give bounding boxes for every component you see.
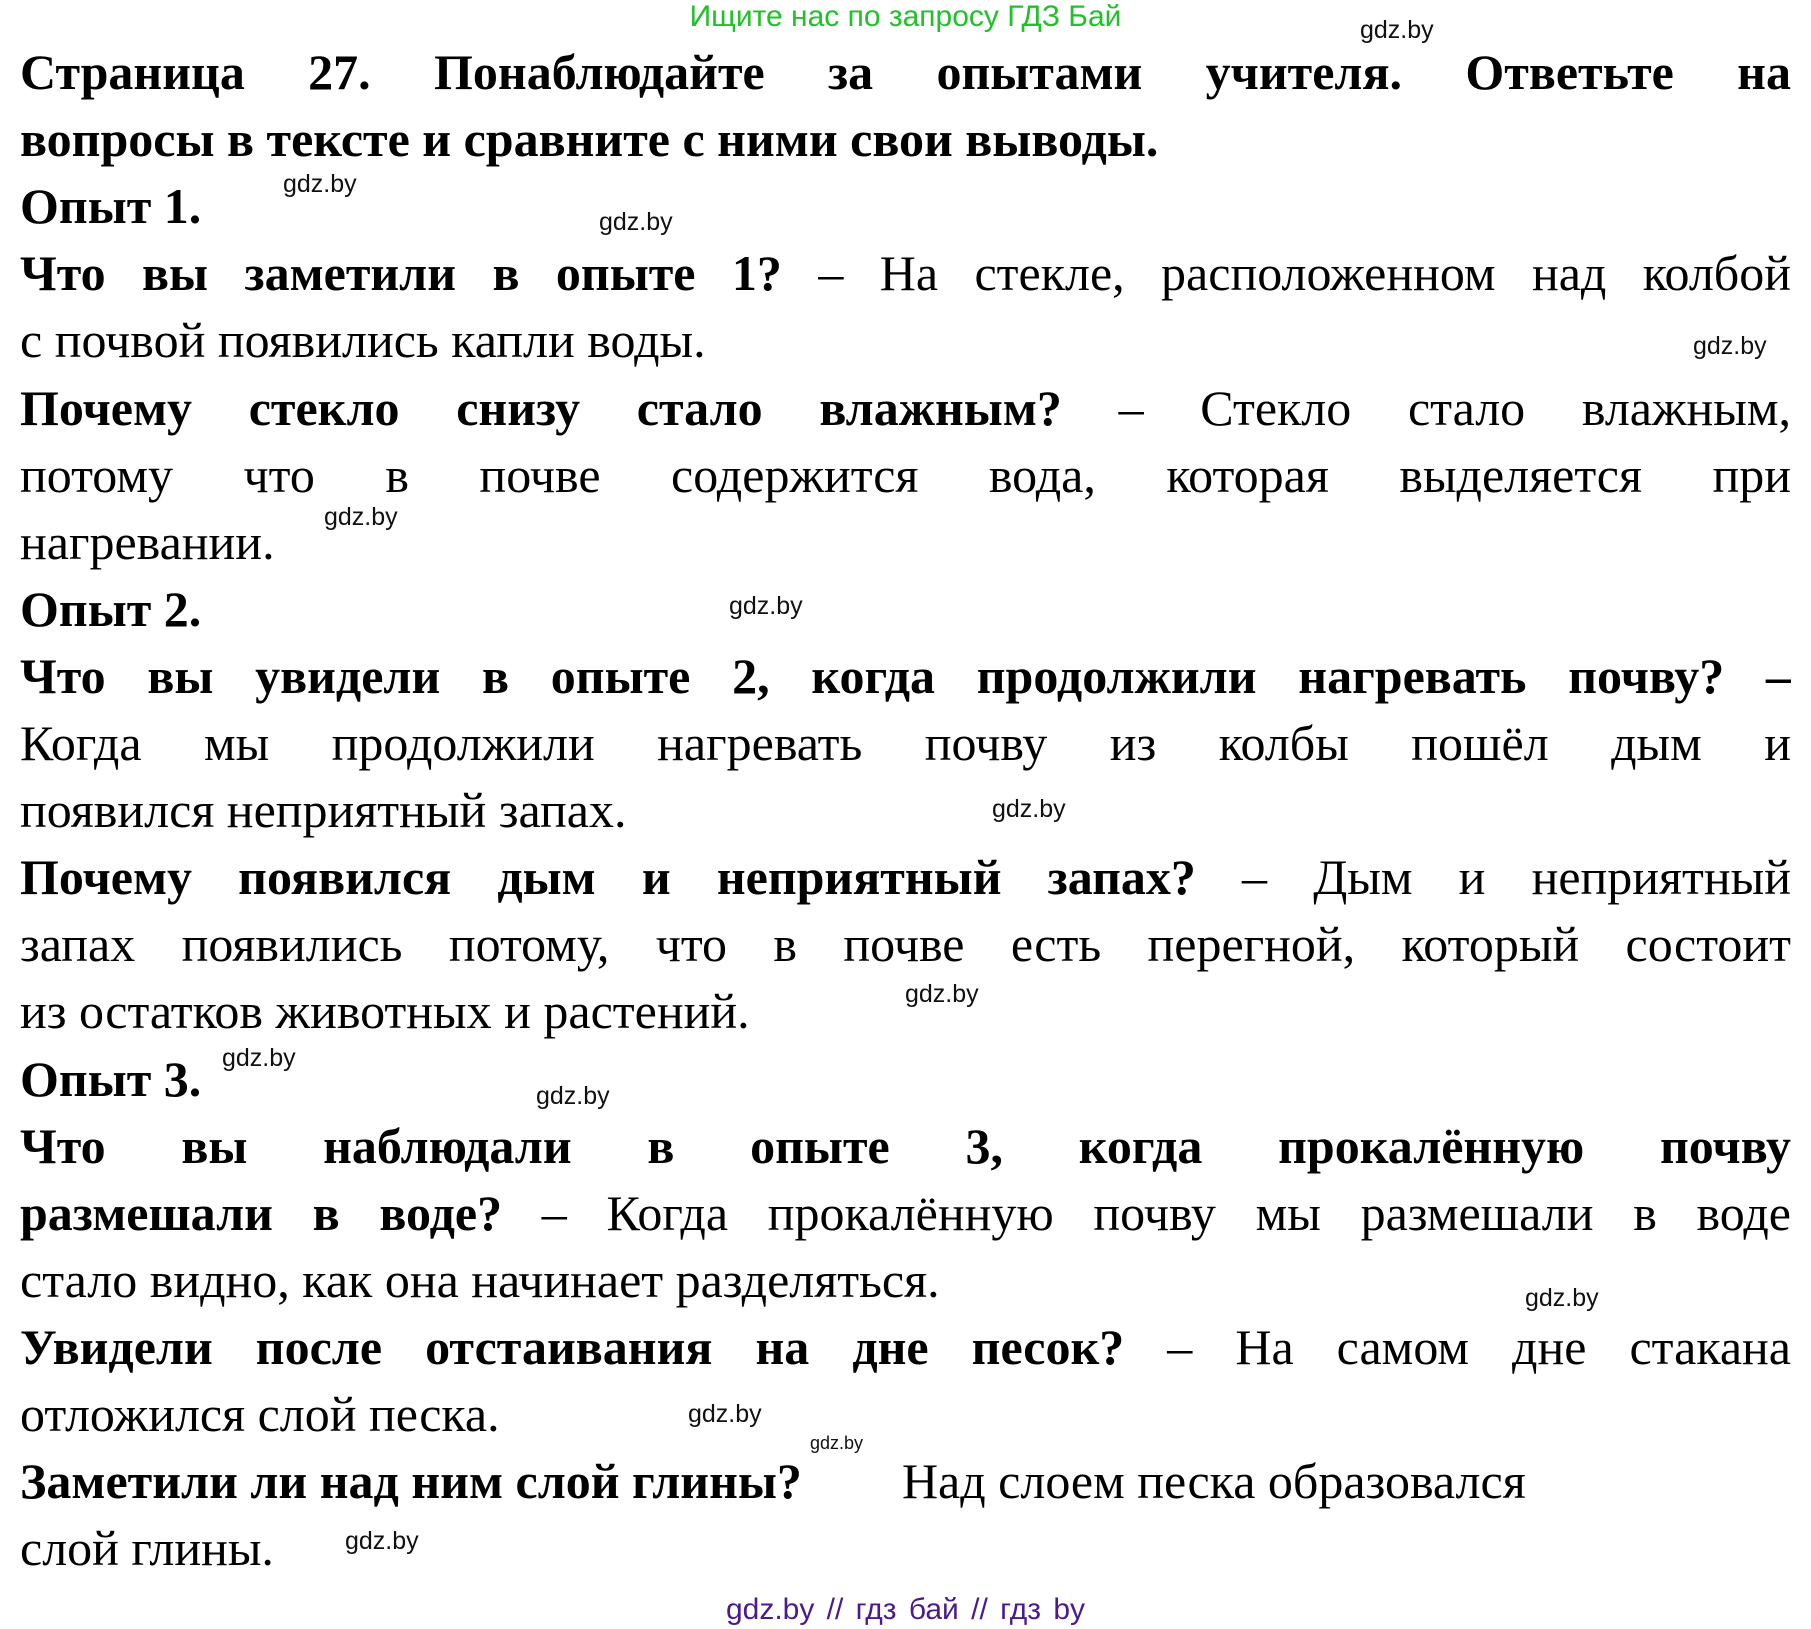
answer-text-span: нагревании.	[20, 513, 275, 570]
answer-text-span: слой глины.	[20, 1520, 274, 1577]
question-text: Почему появился дым и неприятный запах?	[20, 849, 1196, 906]
text-line	[20, 378, 1791, 438]
watermark-text: gdz.by	[1360, 16, 1434, 44]
search-banner: Ищите нас по запросу ГДЗ Бай	[689, 0, 1122, 33]
watermark-text: gdz.by	[599, 208, 673, 236]
text-line	[20, 1384, 1791, 1444]
footer-links: gdz.by // гдз бай // гдз by	[725, 1593, 1086, 1626]
text-line	[20, 1451, 1791, 1511]
question-text: Страница 27. Понаблюдайте за опытами учителя. Ответьте на	[20, 44, 1791, 100]
text-line	[20, 847, 1791, 907]
watermark-text: gdz.by	[283, 170, 357, 198]
text-line	[20, 1518, 1791, 1578]
answer-text-span: отложился слой песка.	[20, 1386, 500, 1442]
question-text: Опыт 3.	[20, 1050, 202, 1107]
watermark-text: gdz.by	[536, 1082, 610, 1110]
text-line	[20, 1116, 1791, 1176]
watermark-text: gdz.by	[729, 592, 803, 620]
text-line	[20, 1317, 1791, 1377]
answer-text-span: Когда мы продолжили нагревать почву из колбы пошёл дым и	[20, 715, 1791, 771]
question-text: Заметили ли над ним слой глины?	[20, 1453, 802, 1510]
text-line	[20, 914, 1791, 974]
question-text: Почему стекло снизу стало влажным?	[20, 379, 1062, 436]
watermark-text: gdz.by	[324, 503, 398, 531]
text-line	[20, 780, 1791, 840]
answer-text-span: – Стекло стало влажным,	[1061, 379, 1791, 436]
answer-text-span: – На самом дне стакана	[1124, 1318, 1791, 1375]
answer-text-span: появился неприятный запах.	[20, 782, 627, 839]
answer-text-span: из остатков животных и растений.	[20, 983, 750, 1040]
question-text: Увидели после отстаивания на дне песок?	[20, 1318, 1125, 1375]
question-text: Опыт 1.	[20, 178, 202, 235]
text-line	[20, 1183, 1791, 1243]
answer-text-span: – Когда прокалённую почву мы размешали в воде	[502, 1184, 1791, 1241]
answer-text-span: запах появились потому, что в почве есть перегной, который состоит	[20, 916, 1791, 973]
text-line	[20, 109, 1791, 169]
watermark-text: gdz.by	[992, 795, 1066, 823]
watermark-text: gdz.by	[1525, 1284, 1599, 1312]
text-line	[20, 512, 1791, 572]
watermark-text: gdz.by	[222, 1044, 296, 1072]
text-line	[20, 579, 1791, 639]
text-line	[20, 42, 1791, 102]
watermark-text: gdz.by	[905, 980, 979, 1008]
answer-text-span: – Дым и неприятный	[1195, 849, 1791, 906]
text-line	[20, 310, 1791, 370]
watermark-text: gdz.by	[345, 1527, 419, 1555]
question-text: Что вы наблюдали в опыте 3, когда прокалённую почву	[20, 1117, 1791, 1174]
text-line	[20, 445, 1791, 505]
answer-text-span: Над слоем песка образовался	[801, 1453, 1526, 1510]
answer-text-span: стало видно, как она начинает разделяться.	[20, 1251, 940, 1308]
answer-text-span: с почвой появились капли воды.	[20, 312, 706, 369]
text-line	[20, 713, 1791, 773]
question-text: Опыт 2.	[20, 580, 202, 637]
question-text: Что вы заметили в опыте 1?	[20, 245, 782, 302]
watermark-text: gdz.by	[1693, 332, 1767, 360]
text-line	[20, 243, 1791, 303]
answer-text-span: потому что в почве содержится вода, которая выделяется при	[20, 446, 1791, 503]
question-text: размешали в воде?	[20, 1184, 503, 1241]
answer-text-span: – На стекле, расположенном над колбой	[781, 245, 1791, 302]
watermark-text: gdz.by	[809, 1433, 863, 1454]
text-line	[20, 646, 1791, 706]
question-text: Что вы увидели в опыте 2, когда продолжили нагревать почву? –	[20, 647, 1791, 704]
watermark-text: gdz.by	[688, 1400, 762, 1428]
question-text: вопросы в тексте и сравните с ними свои выводы.	[20, 111, 1159, 168]
